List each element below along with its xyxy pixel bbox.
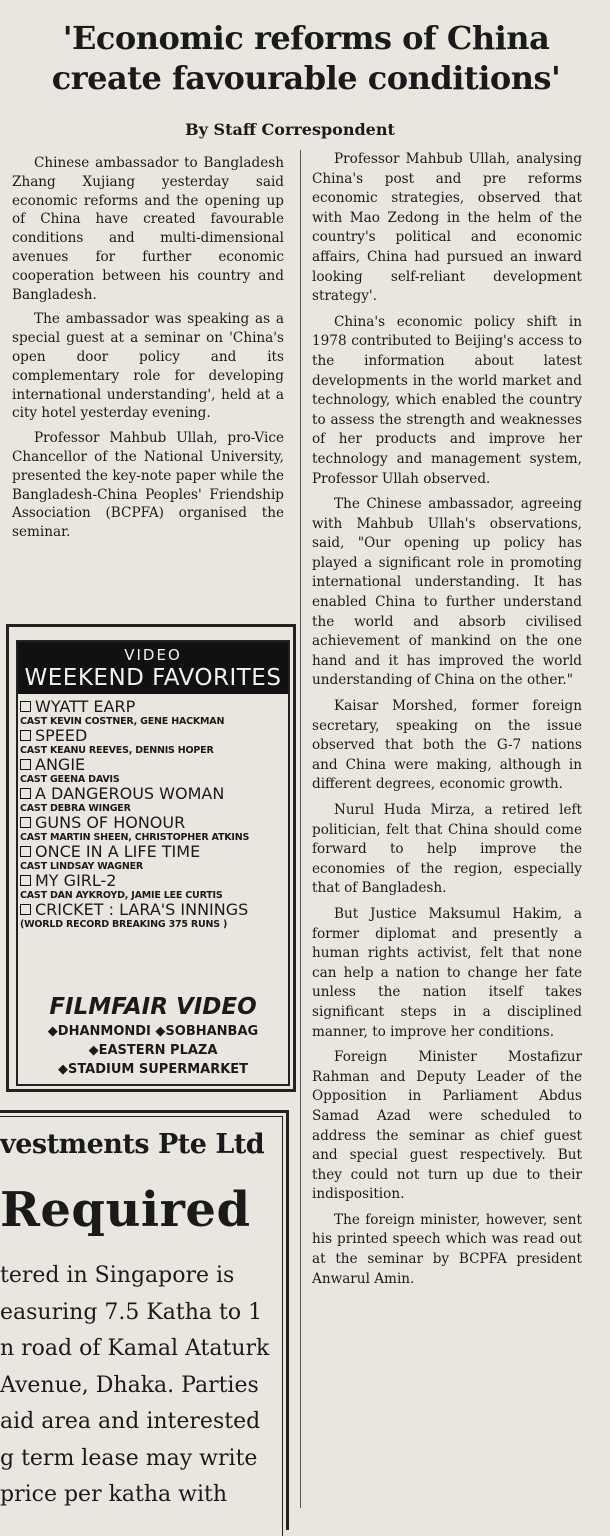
- headline-line-2: create favourable conditions': [51, 59, 561, 97]
- headline-line-1: 'Economic reforms of China: [62, 19, 550, 57]
- checkbox-icon: [20, 788, 31, 799]
- investments-ad-line: Avenue, Dhaka. Parties: [0, 1372, 259, 1398]
- movie-title: A DANGEROUS WOMAN: [35, 784, 225, 803]
- movie-list: [20, 698, 286, 930]
- article-paragraph: China's economic policy shift in 1978 contributed to Beijing's access to the information about latest developments in the world market and technology, which enabled the country to assess the strength and weaknesses of her products and improve her technology and management system, Professor Ullah observed.: [312, 313, 582, 487]
- article-paragraph: The foreign minister, however, sent his printed speech which was read out at the seminar by BCPFA president Anwarul Amin.: [312, 1211, 582, 1287]
- movie-title: CRICKET : LARA'S INNINGS: [35, 900, 249, 919]
- movie-title: GUNS OF HONOUR: [35, 813, 186, 832]
- movie-cast: CAST DAN AYKROYD, JAMIE LEE CURTIS: [20, 890, 223, 901]
- movie-cast: CAST KEANU REEVES, DENNIS HOPER: [20, 745, 214, 756]
- movie-item: [20, 843, 286, 872]
- branch-line: ◆DHANMONDI ◆SOBHANBAG: [47, 1024, 259, 1039]
- checkbox-icon: [20, 846, 31, 857]
- movie-cast: CAST KEVIN COSTNER, GENE HACKMAN: [20, 716, 225, 727]
- article-paragraph: But Justice Maksumul Hakim, a former diplomat and presently a human rights activist, felt that none can help a nation to change her fate unless the nation itself takes significant steps in a disciplined manner, to improve her conditions.: [312, 905, 582, 1040]
- article-byline: By Staff Correspondent: [185, 120, 395, 139]
- article-paragraph: Nurul Huda Mirza, a retired left politician, felt that China should come forward to help improve the economies of the region, especially that of Bangladesh.: [312, 802, 582, 897]
- article-paragraph: Professor Mahbub Ullah, analysing China's post and pre reforms economic strategies, observed that with Mao Zedong in the helm of the country's political and economic affairs, China had pursued an inward looking self-reliant development strategy'.: [312, 151, 582, 305]
- movie-item: [20, 872, 286, 901]
- video-ad-brand: FILMFAIR VIDEO: [49, 994, 257, 1020]
- video-ad-heading: WEEKEND FAVORITES: [24, 665, 282, 691]
- movie-cast: CAST MARTIN SHEEN, CHRISTOPHER ATKINS: [20, 832, 250, 843]
- branch-line: ◆STADIUM SUPERMARKET: [57, 1062, 249, 1077]
- video-ad-label: VIDEO: [124, 646, 182, 664]
- video-ad-branches: [20, 1022, 286, 1079]
- checkbox-icon: [20, 904, 31, 915]
- checkbox-icon: [20, 817, 31, 828]
- movie-item: [20, 756, 286, 785]
- checkbox-icon: [20, 730, 31, 741]
- article-paragraph: Chinese ambassador to Bangladesh Zhang Xujiang yesterday said economic reforms and the opening up of China have created favourable conditions and multi-dimensional avenues for further economic cooperation between his country and Bangladesh.: [12, 155, 284, 303]
- movie-item: [20, 814, 286, 843]
- movie-item: [20, 901, 286, 930]
- video-ad-header: [18, 642, 288, 694]
- investments-ad-line: easuring 7.5 Katha to 1: [0, 1299, 263, 1325]
- checkbox-icon: [20, 701, 31, 712]
- article-paragraph: The Chinese ambassador, agreeing with Mahbub Ullah's observations, said, "Our opening up policy has played a significant role in promoting international understanding. It has enabled China to further understand the world and absorb civilised achievement of mankind on the one hand and it has improved the world understanding of China on the other.": [312, 496, 582, 689]
- checkbox-icon: [20, 875, 31, 886]
- column-divider: [300, 150, 301, 1508]
- movie-title: SPEED: [35, 726, 88, 745]
- movie-item: [20, 727, 286, 756]
- movie-cast: CAST LINDSAY WAGNER: [20, 861, 144, 872]
- investments-ad-body: [0, 1258, 268, 1514]
- investments-ad-line: tered in Singapore is: [0, 1263, 235, 1288]
- movie-title: ANGIE: [35, 755, 86, 774]
- checkbox-icon: [20, 759, 31, 770]
- investments-ad-heading: Required: [0, 1182, 251, 1238]
- movie-cast: CAST GEENA DAVIS: [20, 774, 120, 785]
- article-paragraph: Kaisar Morshed, former foreign secretary, speaking on the issue observed that both the G-7 nations and China were making, although in different degrees, economic growth.: [312, 698, 582, 793]
- investments-ad-line: g term lease may write: [0, 1445, 258, 1471]
- investments-ad-line: price per katha with: [0, 1482, 228, 1507]
- investments-ad-company: vestments Pte Ltd: [0, 1129, 265, 1160]
- movie-item: [20, 698, 286, 727]
- movie-title: ONCE IN A LIFE TIME: [35, 842, 201, 861]
- movie-title: WYATT EARP: [35, 697, 136, 716]
- article-paragraph: Foreign Minister Mostafizur Rahman and Deputy Leader of the Opposition in Parliament Abdus Samad Azad were scheduled to address the seminar as chief guest and special guest respectively. But they could not turn up due to their indisposition.: [312, 1049, 582, 1203]
- article-headline: [14, 18, 598, 98]
- article-paragraph: Professor Mahbub Ullah, pro-Vice Chancellor of the National University, presented the key-note paper while the Bangladesh-China Peoples' Friendship Association (BCPFA) organised the seminar.: [12, 430, 284, 541]
- investments-ad-line: n road of Kamal Ataturk: [0, 1336, 270, 1361]
- investments-ad-line: aid area and interested: [0, 1409, 261, 1434]
- movie-title: MY GIRL-2: [35, 871, 117, 890]
- movie-item: [20, 785, 286, 814]
- article-paragraph: The ambassador was speaking as a special guest at a seminar on 'China's open door policy and its complementary role for developing international understanding', held at a city hotel yesterday evening.: [12, 311, 284, 422]
- movie-cast: (WORLD RECORD BREAKING 375 RUNS ): [20, 919, 228, 930]
- article-column-right: [312, 150, 582, 1295]
- branch-line: ◆EASTERN PLAZA: [88, 1043, 218, 1058]
- article-column-left: [12, 154, 284, 548]
- movie-cast: CAST DEBRA WINGER: [20, 803, 131, 814]
